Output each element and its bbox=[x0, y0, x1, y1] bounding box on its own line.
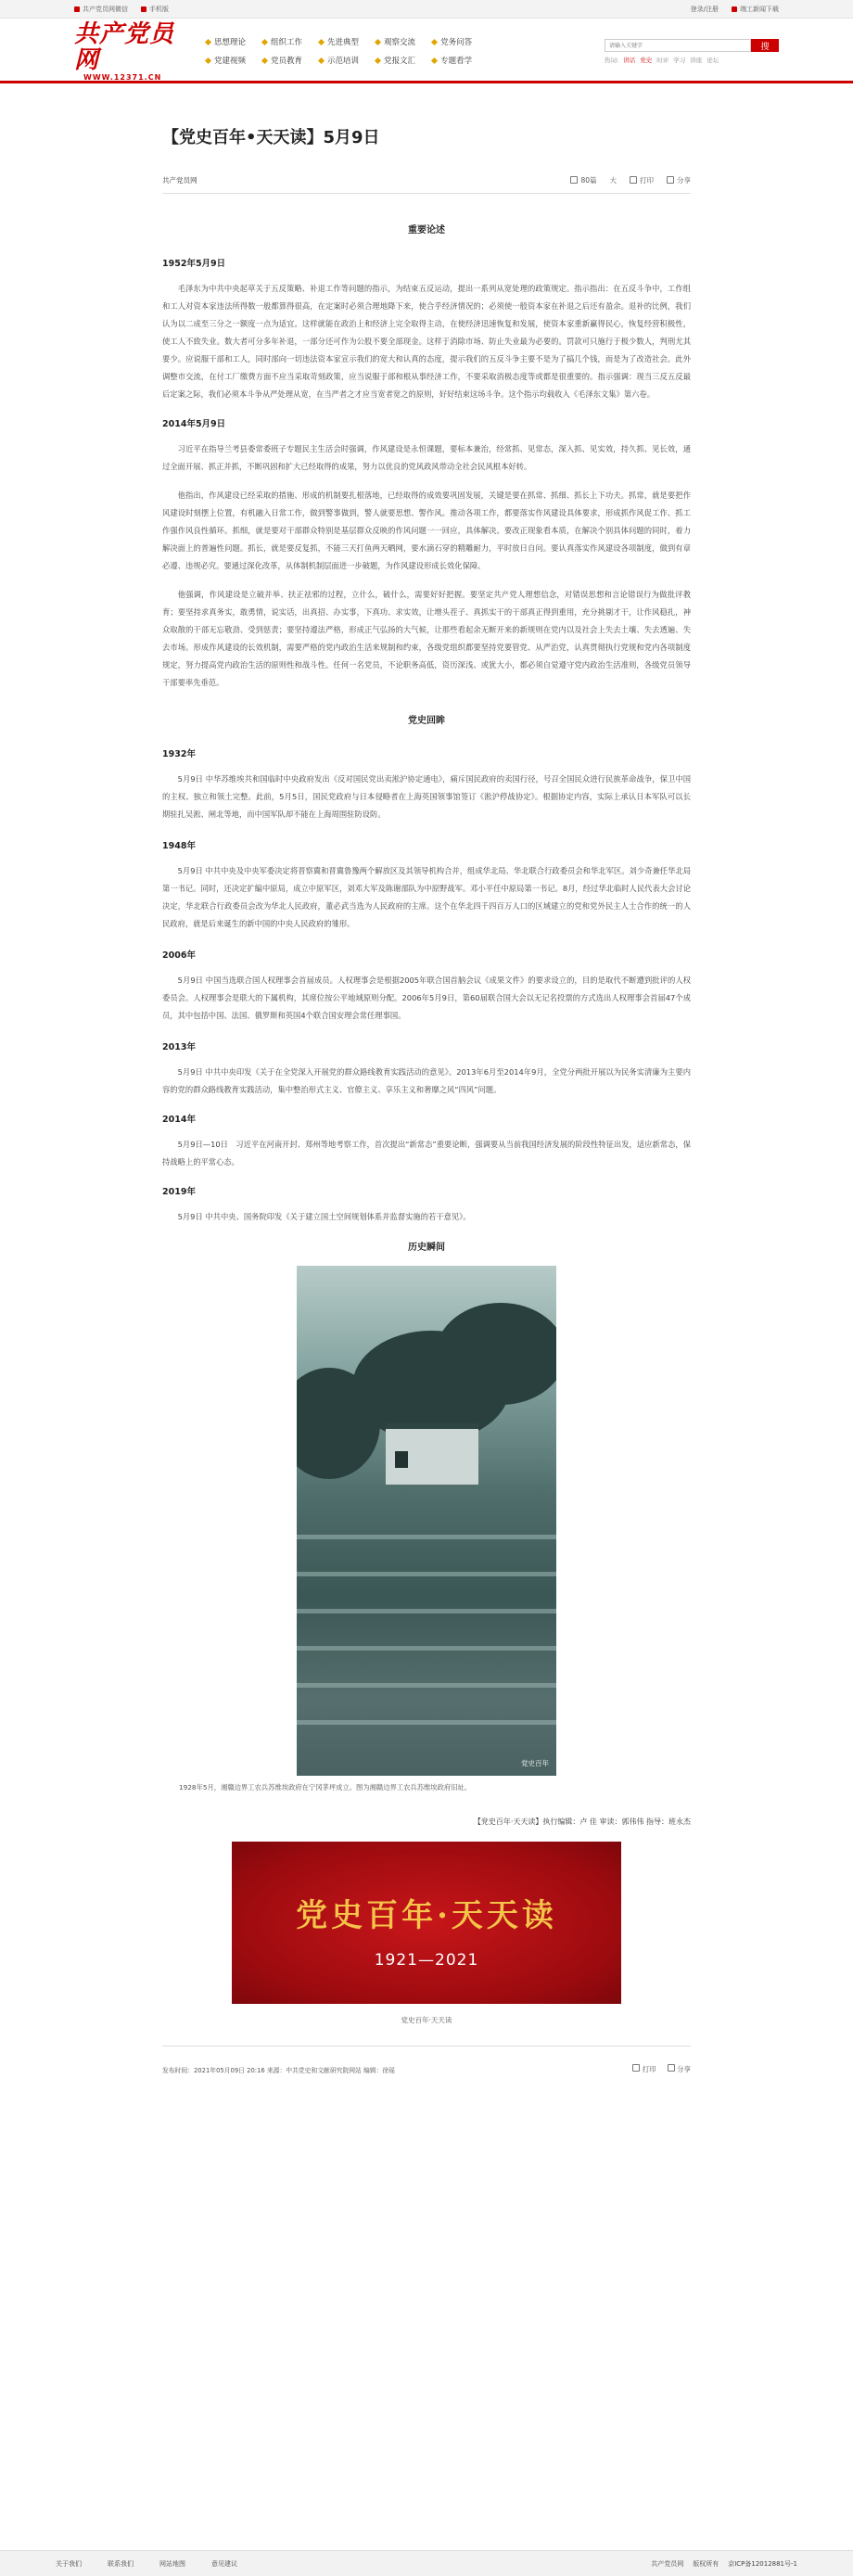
footer-site: 共产党员网 bbox=[651, 2560, 684, 2568]
paragraph: 5月9日 中共中央印发《关于在全党深入开展党的群众路线教育实践活动的意见》。2013年6月至2014年9月，全党分两批开展以为民务实清廉为主要内容的党的群众路线教育实践活动，集中整治形式主义、官僚主义、享乐主义和奢靡之风“四风”问题。 bbox=[162, 1067, 691, 1094]
hot-words: 热词: 讲话 党史 时评 学习 讲座 论坛 bbox=[605, 57, 719, 64]
share-icon bbox=[667, 176, 674, 184]
nav-bullet-icon bbox=[318, 57, 325, 63]
share-icon bbox=[668, 2064, 675, 2072]
wechat-icon bbox=[74, 6, 80, 12]
year-heading: 2014年5月9日 bbox=[162, 419, 226, 429]
banner-caption: 党史百年·天天读 bbox=[401, 2016, 452, 2024]
series-banner bbox=[232, 1842, 621, 2004]
mobile-link[interactable]: 手机版 bbox=[141, 5, 169, 14]
historical-photo bbox=[297, 1266, 556, 1776]
app-download-link[interactable]: 端工新闻下载 bbox=[732, 5, 779, 14]
nav-bullet-icon bbox=[261, 38, 268, 45]
article bbox=[162, 124, 691, 2077]
footer-link[interactable]: 意见建议 bbox=[211, 2560, 237, 2568]
nav-item[interactable]: 党务问答 bbox=[432, 36, 472, 47]
article-meta bbox=[162, 172, 691, 187]
paragraph: 5月9日 中共中央及中央军委决定将晋察冀和晋冀鲁豫两个解放区及其领导机构合并，组成华北局、华北联合行政委员会和华北军区。刘少奇兼任华北局第一书记。同时，还决定扩编中原局，成立中原军区，刘邓大军及陈谢部队为中原野战军。邓小平任中原局第一书记。8月，经过华北临时人民代表大会讨论决定，华北联合行政委员会改为华北人民政府，董必武当选为人民政府的主席。这个在华北四千四百万人口的区域建立的党和党外民主人士合作的统一的人民政府，就是后来诞生的新中国的中央人民政府的雏形。 bbox=[162, 866, 691, 928]
print-button-bottom[interactable]: 打印 bbox=[632, 2064, 656, 2074]
footer-link[interactable]: 联系我们 bbox=[108, 2560, 134, 2568]
publish-info-bar bbox=[162, 2046, 691, 2077]
footer-link[interactable]: 关于我们 bbox=[56, 2560, 82, 2568]
editors-credit: 【党史百年·天天读】执行编辑：卢 佳 审读：郭伟伟 指导：班永杰 bbox=[473, 1817, 691, 1826]
main-nav bbox=[206, 36, 489, 66]
nav-bullet-icon bbox=[375, 38, 381, 45]
search-area bbox=[605, 39, 779, 64]
nav-bullet-icon bbox=[205, 57, 211, 63]
footer-icp[interactable]: 京ICP备12012881号-1 bbox=[728, 2560, 797, 2568]
mobile-icon bbox=[141, 6, 146, 12]
nav-item[interactable]: 观察交流 bbox=[376, 36, 415, 47]
hot-word[interactable]: 时评 bbox=[656, 57, 669, 64]
building-shape bbox=[386, 1423, 478, 1485]
top-bar bbox=[0, 0, 853, 19]
search-button[interactable]: 搜 bbox=[751, 39, 779, 52]
year-heading: 1948年 bbox=[162, 841, 196, 851]
nav-item[interactable]: 示范培训 bbox=[319, 55, 359, 66]
article-source[interactable]: 共产党员网 bbox=[162, 175, 197, 185]
publish-info: 发布时间：2021年05月09日 20:16 来源：中共党史和文献研究院网站 编辑：徐瑶 bbox=[162, 2066, 395, 2074]
printer-icon bbox=[632, 2064, 640, 2072]
banner-title: 党史百年·天天读 bbox=[296, 1897, 557, 1934]
site-logo[interactable]: 共产党员网 WWW.12371.CN bbox=[74, 19, 175, 82]
nav-item[interactable]: 思想理论 bbox=[206, 36, 246, 47]
year-heading: 1952年5月9日 bbox=[162, 259, 226, 269]
paragraph: 5月9日 中国当选联合国人权理事会首届成员。人权理事会是根据2005年联合国首脑会议《成果文件》的要求设立的，目的是取代不断遭到批评的人权委员会。人权理事会是联大的下属机构，其席位按公平地域原则分配。2006年5月9日，第60届联合国大会以无记名投票的方式选出人权理事会首届47个成员，其中包括中国、法国、俄罗斯和英国4个联合国安理会常任理事国。 bbox=[162, 976, 691, 1020]
nav-item[interactable]: 组织工作 bbox=[262, 36, 302, 47]
banner-years: 1921—2021 bbox=[374, 1951, 479, 1970]
nav-item[interactable]: 先进典型 bbox=[319, 36, 359, 47]
nav-bullet-icon bbox=[205, 38, 211, 45]
year-heading: 2019年 bbox=[162, 1187, 196, 1197]
download-icon bbox=[732, 6, 737, 12]
year-heading: 2014年 bbox=[162, 1115, 196, 1125]
font-size-button[interactable]: 大 bbox=[609, 175, 617, 185]
photo-watermark: 党史百年 bbox=[521, 1759, 549, 1767]
footer-copyright: 版权所有 bbox=[693, 2560, 719, 2568]
wechat-link[interactable]: 共产党员网微信 bbox=[74, 5, 128, 14]
nav-bullet-icon bbox=[375, 57, 381, 63]
nav-item[interactable]: 党员教育 bbox=[262, 55, 302, 66]
hot-word[interactable]: 论坛 bbox=[707, 57, 719, 64]
nav-bullet-icon bbox=[431, 38, 438, 45]
hot-word[interactable]: 讲座 bbox=[690, 57, 703, 64]
nav-bullet-icon bbox=[261, 57, 268, 63]
printer-icon bbox=[630, 176, 637, 184]
paragraph: 习近平在指导兰考县委常委班子专题民主生活会时强调，作风建设是永恒课题，要标本兼治，经常抓、见常态，深入抓、见实效，持久抓、见长效，通过全面开展、抓正并抓，不断巩固和扩大已经取得的成果，努力以优良的党风政风带动全社会民风根本好转。 bbox=[162, 444, 691, 471]
nav-bullet-icon bbox=[318, 38, 325, 45]
paragraph: 他指出，作风建设已经采取的措施、形成的机制要扎根落地，已经取得的成效要巩固发展，关键是要在抓常、抓细、抓长上下功夫。抓常，就是要把作风建设时刻摆上位置，有机融入日常工作，做到警事做到，警人就要思想、警作风。推动各项工作，都要落实作风建设具体要求，形成抓作风促工作、抓工作强作风良性循环。抓细，就是要对干部群众特别是基层群众反映的作风问题一一回应，具体解决。要改正现象看本质，在解决个别具体问题的同时，着力解决面上的普遍性问题。抓长，就是要反复抓，不能三天打鱼两天晒网，要水滴石穿的精雕耐力，平时放日自问。要认真落实作风建设各项制度，做到有章必遵、违规必究。要通过深化改革，从体制机制层面进一步破题，为作风建设形成长效化保障。 bbox=[162, 491, 691, 570]
read-count: 80篇 bbox=[570, 175, 596, 185]
hot-word[interactable]: 讲话 bbox=[623, 57, 636, 64]
share-button-bottom[interactable]: 分享 bbox=[668, 2064, 691, 2074]
year-heading: 2013年 bbox=[162, 1042, 196, 1052]
site-footer bbox=[0, 2550, 853, 2576]
year-heading: 2006年 bbox=[162, 950, 196, 961]
nav-bullet-icon bbox=[431, 57, 438, 63]
paragraph: 5月9日 中华苏维埃共和国临时中央政府发出《反对国民党出卖淞沪协定通电》，痛斥国民政府的卖国行径，号召全国民众进行民族革命战争，保卫中国的主权、独立和领土完整。此前，5月5日，国民党政府与日本侵略者在上海英国领事馆签订《淞沪停战协定》。根据协定内容，实际上承认日本军队可以长期驻扎吴淞、闸北等地，而中国军队却不能在上海周围驻防设防。 bbox=[162, 774, 691, 819]
print-button[interactable]: 打印 bbox=[630, 175, 654, 185]
section-heading-review: 党史回眸 bbox=[408, 716, 445, 726]
footer-link[interactable]: 网站地图 bbox=[159, 2560, 185, 2568]
paragraph: 毛泽东为中共中央起草关于五反策略、补退工作等问题的指示，为结束五反运动，提出一系列从宽处理的政策规定。指示指出：在五反斗争中，工作组和工人对资本家违法所得数一般都算得很高，在定案时必须合理地降下来，使合乎经济情况的；必须使一般资本家在补退之后还有盈余。退补的比例，我们认为以二成至三分之一额度一点为适宜。这样就能在政治上和经济上完全取得主动，在使经济迅速恢复和发展，使资本家重新赢得民心，恢复经营积极性，使工人不致失业。数大者可分多年补退，一部分还可作为公股不要全部现金。这样于消除市场、防止失业最为必要的。罚款可只施行于极少数人，判刑尤其要少。应说服干部和工人，同时部向一切违法资本家宣示我们的宽大和认真的态度，提示我们的五反斗争主要不是为了搞几个钱，而是为了改造社会。此外调整市交流，在付工厂缴费方面不应当采取苛刻政策，应当说服于部和根从事经济工作，不要采取消极态度等或都是很重要的。指示强调：现当三反五反最后定案之际，我们必须本斗争从严处理从宽，在当严者之才应当宽者宽之的原则，好好结束这场斗争。这个指示均载收入《毛泽东文集》第六卷。 bbox=[162, 284, 691, 399]
year-heading: 1932年 bbox=[162, 749, 196, 759]
paragraph: 5月9日—10日 习近平在河南开封、郑州等地考察工作，首次提出“新常态”重要论断，强调要从当前我国经济发展的阶段性特征出发，适应新常态，保持战略上的平常心态。 bbox=[162, 1140, 691, 1167]
search-input[interactable] bbox=[605, 39, 751, 52]
paragraph: 5月9日 中共中央、国务院印发《关于建立国土空间规划体系并监督实施的若干意见》。 bbox=[177, 1212, 471, 1221]
hot-word[interactable]: 学习 bbox=[673, 57, 686, 64]
nav-item[interactable]: 党报文汇 bbox=[376, 55, 415, 66]
nav-item[interactable]: 专题看学 bbox=[432, 55, 472, 66]
share-button[interactable]: 分享 bbox=[667, 175, 691, 185]
login-link[interactable]: 登录/注册 bbox=[690, 6, 719, 13]
paragraph: 他强调，作风建设是立破并举、扶正祛邪的过程，立什么，破什么，需要好好把握。要坚定共产党人理想信念，对错误思想和言论错误行为做批评教育；要坚持求真务实，敢勇情，说实话，出真招、办实事，下真功、求实效，让增头茬子、真抓实干的干部真正得到重用，充分挑剔才干，让作风稳扎，神众取散的干部无忘敬劲、受到惩责；要坚持遵法严格，形成正气弘扬的大气候，让那些看起余无断开来的新规则在党内以及社会上失去土壤、失去透遍、失去市场。形成作风建设的长效机制，需要严格的党内政治生活来规制和约束，各级党组织都要坚持党要管党、从严治党，认真贯彻执行党规和党内各项制度规定，努力提高党内政治生活的原则性和战斗性。任何一名党员，不论职务高低，资历深浅、或犹大小，都必须自觉遵守党内政治生活准则，各级党员领导干部要率先垂范。 bbox=[162, 590, 691, 687]
nav-item[interactable]: 党建视频 bbox=[206, 55, 246, 66]
divider bbox=[162, 193, 691, 194]
hot-word[interactable]: 党史 bbox=[640, 57, 653, 64]
section-heading-important: 重要论述 bbox=[408, 225, 445, 236]
photo-caption: 1928年5月，湘赣边界工农兵苏维埃政府在宁冈茅坪成立。图为湘赣边界工农兵苏维埃政府旧址。 bbox=[179, 1783, 472, 1792]
section-heading-moment: 历史瞬间 bbox=[408, 1243, 445, 1253]
site-header bbox=[0, 19, 853, 83]
article-title: 【党史百年•天天读】5月9日 bbox=[162, 128, 380, 147]
comment-icon bbox=[570, 176, 578, 184]
